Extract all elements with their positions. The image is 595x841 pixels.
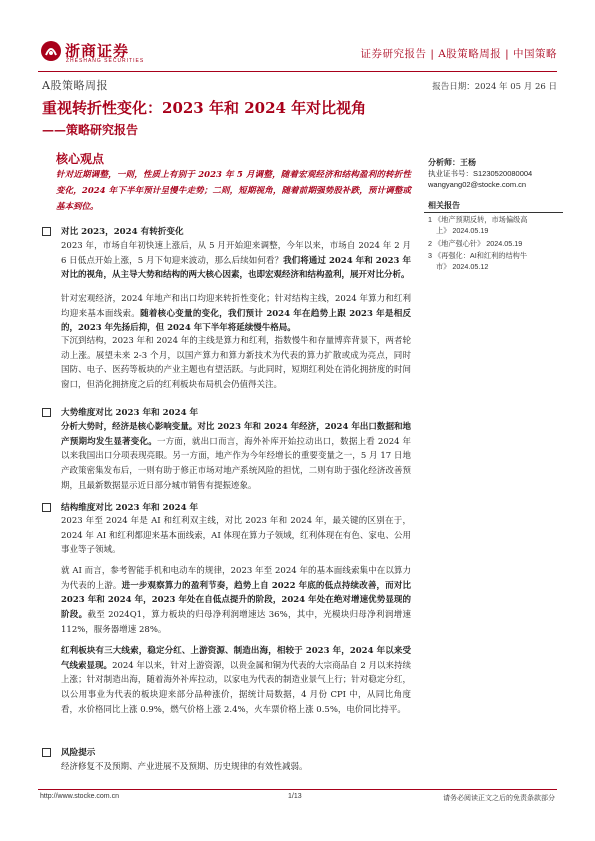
report-date: 报告日期：2024 年 05 月 26 日	[432, 82, 557, 92]
logo-text: 浙商证券	[65, 42, 130, 60]
related-report-line: 3 《再强化：AI和红利的结构牛	[428, 251, 528, 260]
checkbox-icon	[42, 408, 51, 417]
paragraph-bold: 红利板块有三大线索，稳定分红、上游资源、制造出海，相较于 2023 年，2024 年以来受气线索显现。	[61, 646, 411, 671]
paragraph-text: 就 AI 而言，参考智能手机和电动车的规律，2023 年至 2024 年的基本面线索集中在以算力为代表的上游。	[61, 566, 411, 591]
paragraph-text: 一方面，就出口而言，海外补库开始拉动出口，数据上看 2024 年以来我国出口分项表现亮眼。另一方面，地产作为今年经增长的重要变量之一，5 月 17 日地产政策密集发布后，一则有助于修正市场对地产系统风险的担忧，二则有助于强化经济改善预期，且最新数据显示近日部分城市销售有提振迹象。	[61, 436, 411, 491]
core-view-text: 针对近期调整，一则，性质上有别于 2023 年 5 月调整，随着宏观经济和结构盈利的转折性变化，2024 年下半年预计呈慢牛走势；二则，短期视角，随着前期强势股补跌，预计调整或基本到位。	[56, 170, 411, 212]
related-report-item[interactable]	[428, 239, 563, 250]
section-heading: 对比 2023，2024 有转折变化	[61, 227, 184, 237]
paragraph-text: 截至 2024Q1，算力板块的归母净利润增速达 36%，其中，光模块归母净利润增速 112%，服务器增速 28%。	[61, 610, 411, 635]
analyst-email[interactable]: wangyang02@stocke.com.cn	[428, 180, 527, 189]
page-title: 重视转折性变化：2023 年和 2024 年对比视角	[42, 99, 367, 117]
related-reports-heading: 相关报告	[428, 201, 460, 210]
paragraph-bold: 随着核心变量的变化，我们预计 2024 年在趋势上跟 2023 年是相反的，2023 年先扬后抑，但 2024 年下半年将延续慢牛格局。	[61, 308, 411, 334]
related-report-item[interactable]	[428, 215, 563, 236]
footer-divider	[38, 789, 557, 790]
section-heading: 风险提示	[61, 748, 96, 758]
analyst-name: 分析师：王杨	[428, 158, 476, 167]
sidebar-divider	[424, 212, 563, 213]
logo-subtext: ZHESHANG SECURITIES	[66, 58, 145, 64]
logo-icon	[40, 40, 62, 62]
header-divider	[38, 71, 557, 72]
paragraph-bold: 分析大势时，经济是核心影响变量。对比 2023 年和 2024 年经济，2024 年出口数据和地产预期均发生显著变化。	[61, 422, 411, 447]
header-category: 证券研究报告 | A股策略周报 | 中国策略	[360, 48, 557, 60]
certificate-number: 执业证书号：S1230520080004	[428, 169, 533, 178]
analyst-info	[428, 157, 563, 190]
paragraph	[61, 420, 411, 494]
paragraph-text: 2023 年，市场自年初快速上涨后，从 5 月开始迎来调整，今年以来，市场自 2024 年 2 月 6 日低点开始上涨，5 月下旬迎来波动，那么后续如何看？	[61, 241, 411, 266]
related-report-line: 2 《地产强心针》 2024.05.19	[428, 239, 523, 248]
checkbox-icon	[42, 227, 51, 236]
paragraph-bold: 我们将通过 2024 年和 2023 年对比的视角，从主导大势和结构的两大核心因素，也即宏观经济和结构盈利，展开对比分析。	[61, 255, 411, 281]
paragraph	[61, 292, 411, 336]
paragraph-bold: 进一步观察算力的盈利节奏，趋势上自 2022 年底的低点持续改善，而对比 2023 年和 2024 年，2023 年处在自低点提升的阶段，2024 年处在绝对增速优势显现的阶段。	[61, 580, 411, 621]
related-report-line: 市》 2024.05.12	[436, 261, 489, 271]
report-type: A股策略周报	[42, 79, 108, 92]
paragraph-text: 2023 年至 2024 年是 AI 和红利双主线，对比 2023 年和 2024 年，最关键的区别在于，2024 年 AI 和红利都迎来基本面线索，AI 体现在算力子领域，红利体现在有色、家电、公用事业等子领域。	[61, 516, 411, 556]
paragraph	[61, 760, 411, 775]
core-view-heading: 核心观点	[56, 152, 105, 166]
related-report-line: 上》 2024.05.19	[436, 225, 489, 235]
footer-disclaimer: 请务必阅读正文之后的免责条款部分	[443, 795, 555, 802]
page-subtitle: ——策略研究报告	[42, 123, 139, 137]
paragraph-text: 2024 年以来，针对上游资源，以贵金属和铜为代表的大宗商品自 2 月以来持续上涨；针对制造出海，随着海外补库拉动，以家电为代表的制造业景气上行；针对稳定分红，以公用事业为代表的板块迎来部分品种涨价，据统计局数据，4 月份 CPI 中，从同比角度看，水价格同比上涨 0.9%，燃气价格上涨 2.4%，火车票价格上涨 0.5%，电价同比持平。	[61, 660, 411, 715]
paragraph	[61, 334, 411, 393]
paragraph-text: 针对宏观经济，2024 年地产和出口均迎来转折性变化；针对结构主线，2024 年算力和红利均迎来基本面线索。	[61, 294, 411, 319]
page-number: 1/13	[288, 793, 302, 800]
checkbox-icon	[42, 748, 51, 757]
paragraph	[61, 564, 411, 638]
paragraph-text: 下沉到结构，2023 年和 2024 年的主线是算力和红利，指数慢牛和存量博弈背景下，两者轮动上涨。展望未来 2-3 个月，以国产算力和算力新技术为代表的算力扩散或成为亮点，同时国防、电子、医药等板块的产业主题也有望活跃。与此同时，短期红利处在消化拥挤度的时间窗口，但消化拥挤度之后的红利板块布局机会仍值得关注。	[61, 336, 411, 391]
footer-url[interactable]: http://www.stocke.com.cn	[40, 793, 119, 800]
section-heading: 结构维度对比 2023 年和 2024 年	[61, 503, 199, 513]
paragraph	[61, 239, 411, 283]
related-report-line: 1 《地产预期反转，市场偏级高	[428, 215, 528, 224]
section-heading: 大势维度对比 2023 年和 2024 年	[61, 408, 199, 418]
paragraph	[61, 644, 411, 718]
related-report-item[interactable]	[428, 251, 563, 272]
paragraph-text: 经济修复不及预期、产业进展不及预期、历史规律的有效性减弱。	[61, 762, 308, 772]
checkbox-icon	[42, 503, 51, 512]
paragraph	[61, 514, 411, 558]
